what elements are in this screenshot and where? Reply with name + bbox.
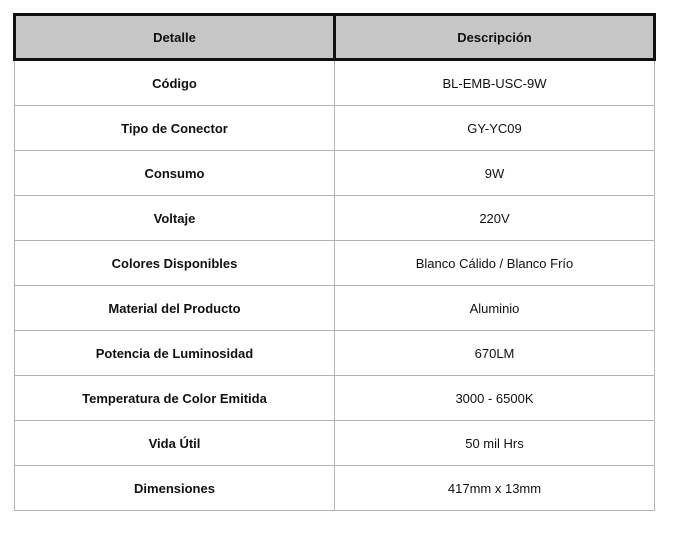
- row-value: BL-EMB-USC-9W: [335, 60, 655, 106]
- row-label: Código: [15, 60, 335, 106]
- table-row: [15, 421, 655, 466]
- row-value: 3000 - 6500K: [335, 376, 655, 421]
- row-label: Potencia de Luminosidad: [15, 331, 335, 376]
- table-header-row: [15, 15, 655, 60]
- row-label: Tipo de Conector: [15, 106, 335, 151]
- table-row: [15, 286, 655, 331]
- row-value: 670LM: [335, 331, 655, 376]
- header-descripcion: Descripción: [335, 15, 655, 60]
- row-label: Dimensiones: [15, 466, 335, 511]
- row-label: Material del Producto: [15, 286, 335, 331]
- table-row: [15, 331, 655, 376]
- row-label: Consumo: [15, 151, 335, 196]
- table-row: [15, 151, 655, 196]
- row-value: Blanco Cálido / Blanco Frío: [335, 241, 655, 286]
- table-row: [15, 106, 655, 151]
- table-row: [15, 241, 655, 286]
- row-value: 9W: [335, 151, 655, 196]
- row-label: Temperatura de Color Emitida: [15, 376, 335, 421]
- table-row: [15, 376, 655, 421]
- table-row: [15, 196, 655, 241]
- spec-table: [13, 13, 656, 511]
- row-label: Voltaje: [15, 196, 335, 241]
- row-label: Vida Útil: [15, 421, 335, 466]
- header-detalle: Detalle: [15, 15, 335, 60]
- row-value: 417mm x 13mm: [335, 466, 655, 511]
- row-label: Colores Disponibles: [15, 241, 335, 286]
- row-value: Aluminio: [335, 286, 655, 331]
- table-row: [15, 466, 655, 511]
- table-row: [15, 60, 655, 106]
- row-value: GY-YC09: [335, 106, 655, 151]
- row-value: 220V: [335, 196, 655, 241]
- row-value: 50 mil Hrs: [335, 421, 655, 466]
